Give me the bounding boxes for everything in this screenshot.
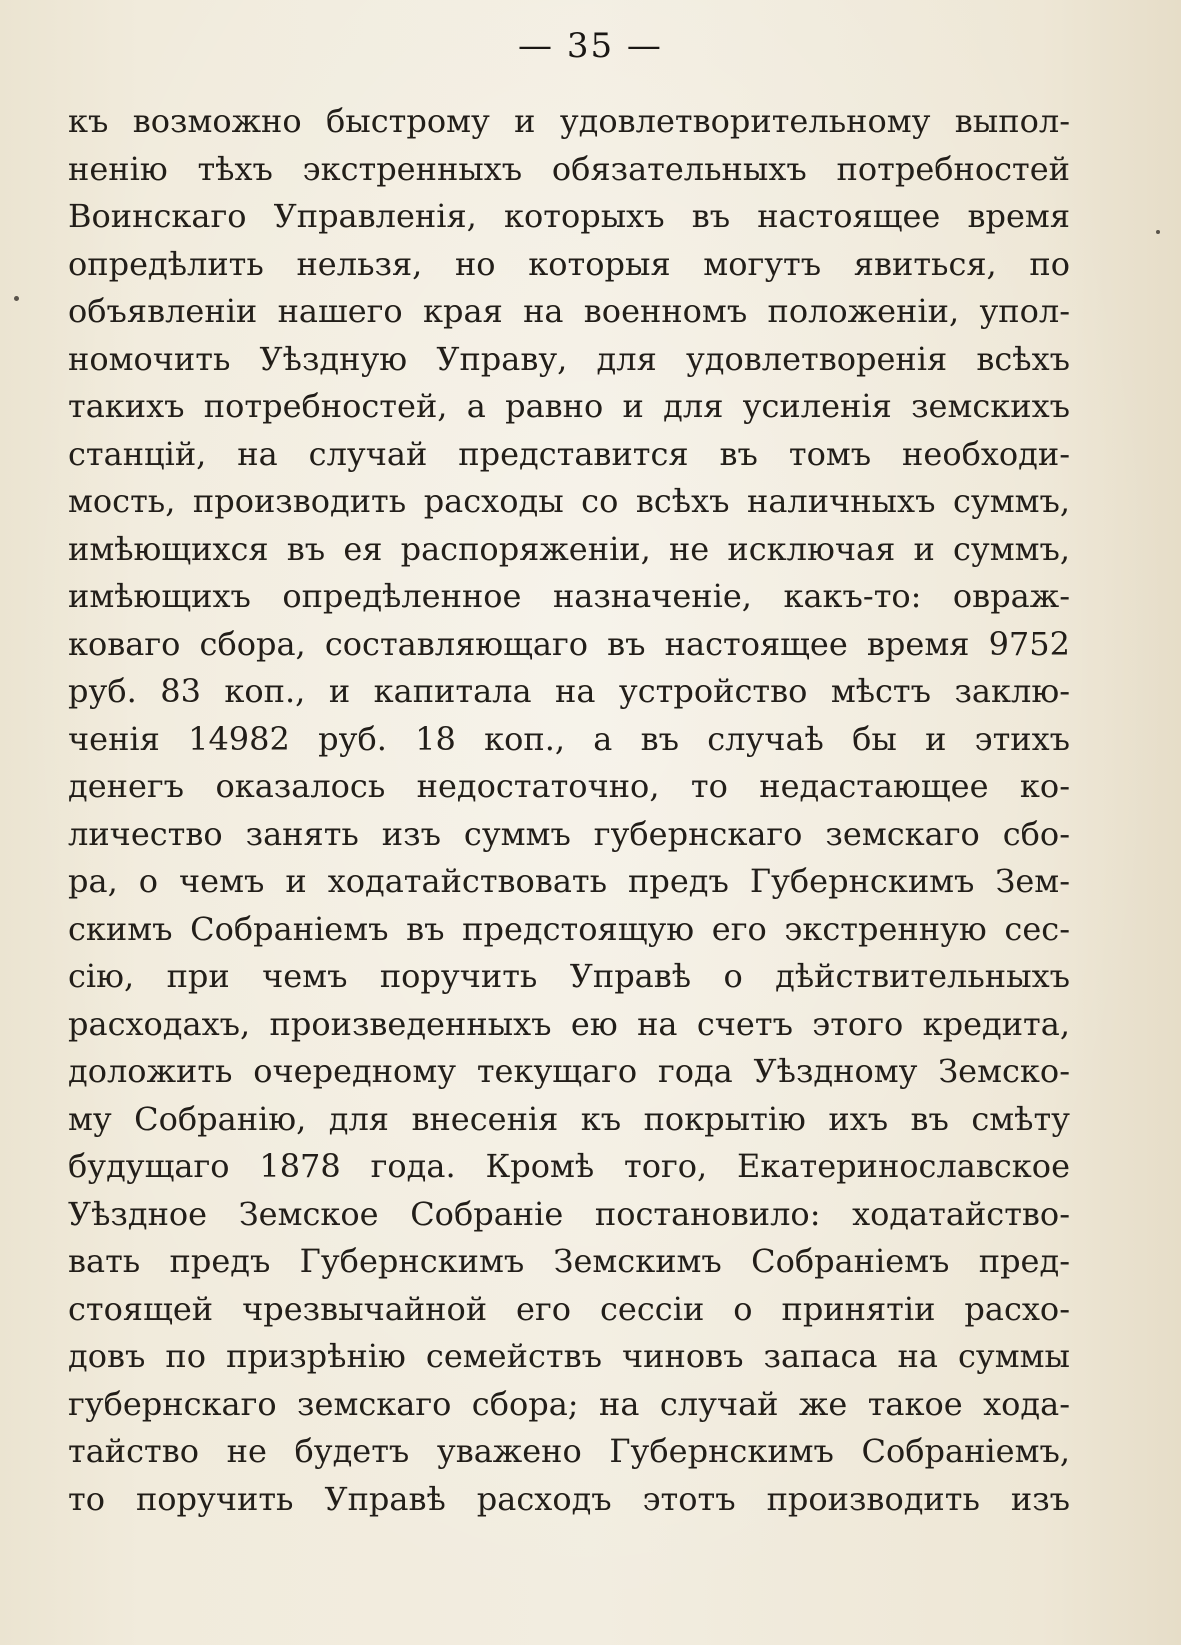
text-line: скимъ Собраніемъ въ предстоящую его экстренную сес-	[68, 909, 1070, 948]
text-line: коваго сбора, составляющаго въ настоящее время 9752	[68, 624, 1070, 663]
text-line: ра, о чемъ и ходатайствовать предъ Губернскимъ Зем-	[68, 862, 1070, 900]
text-line: мость, производить расходы со всѣхъ наличныхъ суммъ,	[68, 482, 1070, 520]
page-number: — 35 —	[518, 26, 663, 66]
text-line: станцій, на случай представится въ томъ необходи-	[68, 434, 1070, 473]
margin-dot	[14, 296, 19, 301]
text-line: опредѣлить нельзя, но которыя могутъ явиться, по	[68, 244, 1070, 283]
text-line: сію, при чемъ поручить Управѣ о дѣйствительныхъ	[68, 957, 1070, 995]
text-line: имѣющихъ опредѣленное назначеніе, какъ-то: овраж-	[68, 577, 1070, 615]
text-line: вать предъ Губернскимъ Земскимъ Собраніемъ пред-	[68, 1242, 1070, 1280]
text-line: будущаго 1878 года. Кромѣ того, Екатеринославское	[68, 1147, 1070, 1185]
text-line: имѣющихся въ ея распоряженіи, не исключая и суммъ,	[68, 529, 1070, 568]
text-line: стоящей чрезвычайной его сессіи о принятіи расхо-	[68, 1289, 1070, 1328]
text-line: номочить Уѣздную Управу, для удовлетворенія всѣхъ	[68, 339, 1070, 378]
margin-dot	[1156, 230, 1160, 234]
text-line: Воинскаго Управленія, которыхъ въ настоящее время	[68, 197, 1070, 235]
text-line: личество занять изъ суммъ губернскаго земскаго сбо-	[68, 814, 1070, 853]
body-text	[68, 98, 1070, 1523]
text-line: расходахъ, произведенныхъ ею на счетъ этого кредита,	[68, 1004, 1070, 1043]
text-line: такихъ потребностей, а равно и для усиленія земскихъ	[68, 387, 1070, 425]
text-line: тайство не будетъ уважено Губернскимъ Собраніемъ,	[68, 1432, 1070, 1470]
text-line: Уѣздное Земское Собраніе постановило: ходатайство-	[68, 1194, 1070, 1233]
text-line: то поручить Управѣ расходъ этотъ производить изъ	[68, 1479, 1070, 1518]
text-line: губернскаго земскаго сбора; на случай же такое хода-	[68, 1384, 1070, 1423]
text-line: довъ по призрѣнію семействъ чиновъ запаса на суммы	[68, 1337, 1070, 1375]
text-line: денегъ оказалось недостаточно, то недастающее ко-	[68, 767, 1070, 805]
text-line: му Собранію, для внесенія къ покрытію ихъ въ смѣту	[68, 1099, 1070, 1138]
text-line: ченія 14982 руб. 18 коп., а въ случаѣ бы и этихъ	[68, 719, 1070, 758]
text-line: къ возможно быстрому и удовлетворительному выпол-	[68, 102, 1070, 140]
text-line: доложить очередному текущаго года Уѣздному Земско-	[68, 1052, 1070, 1090]
text-line: объявленіи нашего края на военномъ положеніи, упол-	[68, 292, 1070, 330]
text-line: руб. 83 коп., и капитала на устройство мѣстъ заклю-	[68, 672, 1070, 710]
text-line: ненію тѣхъ экстренныхъ обязательныхъ потребностей	[68, 149, 1070, 188]
